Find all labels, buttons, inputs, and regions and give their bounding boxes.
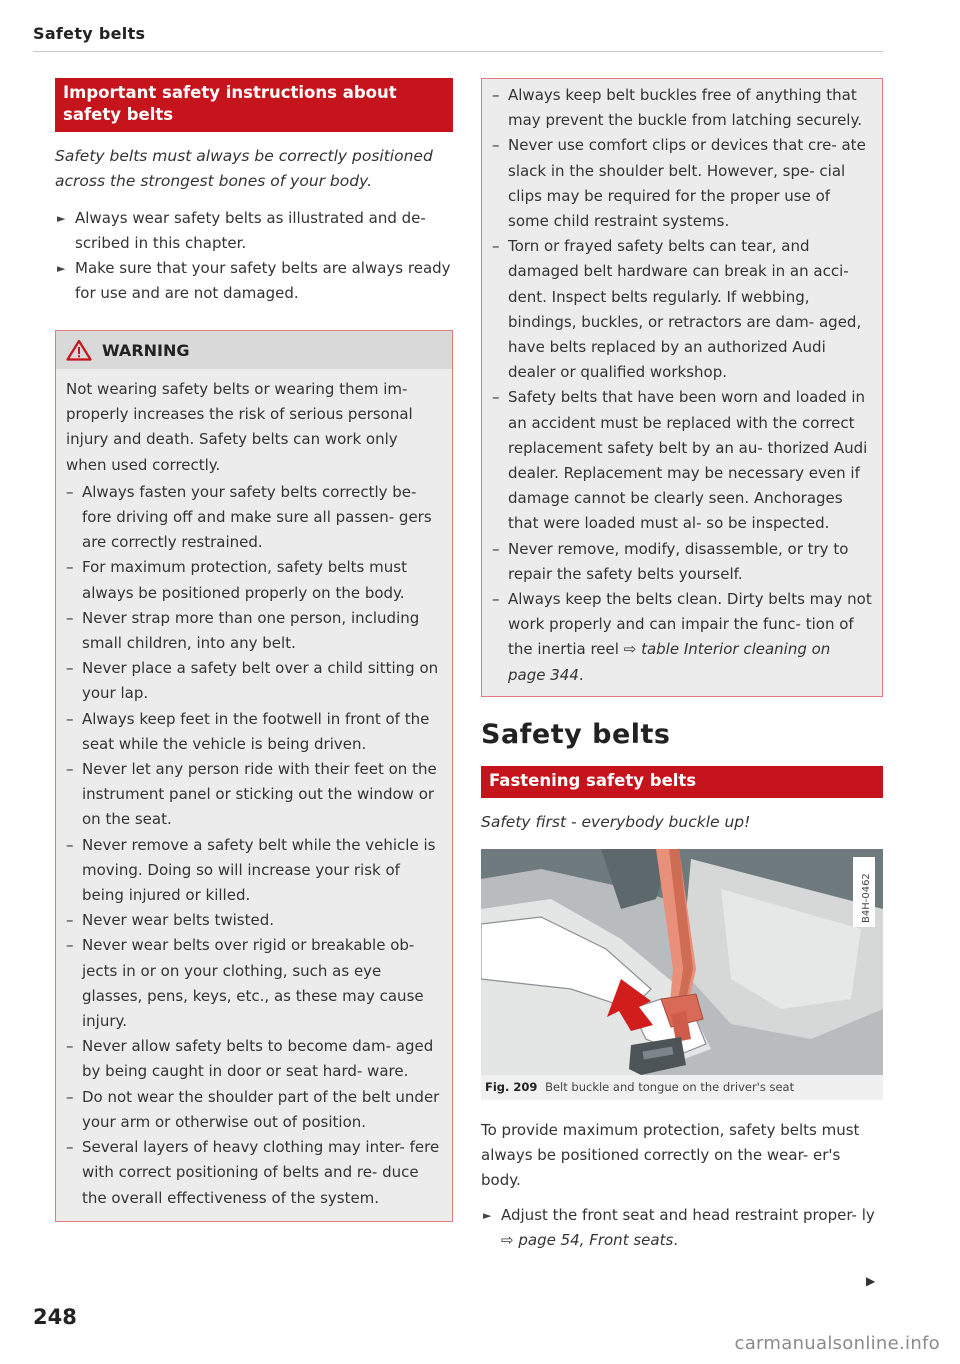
belt-buckle-illustration [481, 849, 883, 1075]
warning-list-continued [492, 83, 872, 688]
warning-label: WARNING [102, 340, 190, 360]
warning-triangle-icon [66, 339, 92, 361]
interior-cleaning-reference-link[interactable]: table Interior cleaning on page 344 [508, 640, 831, 684]
list-item: ► Make sure that your safety belts are always ready for use and are not damaged. [55, 256, 453, 306]
cross-reference-arrow-icon: ⇨ [501, 1230, 514, 1249]
list-item: – Torn or frayed safety belts can tear, and damaged belt hardware can break in an acci- dent. Inspect belts regularly. If webbing, bindings, buckles, or retractors are dam- aged, have belts replaced by an authorized Audi dealer or qualified workshop. [492, 237, 862, 382]
list-item: – Never strap more than one person, including small children, into any belt. [66, 608, 420, 653]
figure-caption-text: Belt buckle and tongue on the driver's seat [545, 1079, 795, 1094]
warning-box-continued [481, 78, 883, 697]
page-header [33, 24, 883, 52]
list-item: ► Adjust the front seat and head restraint proper- ly ⇨ page 54, Front seats. [481, 1203, 883, 1253]
warning-list [66, 480, 442, 1211]
figure-caption [481, 1075, 883, 1100]
right-column [481, 78, 883, 1253]
list-item: – Always fasten your safety belts correctly be- fore driving off and make sure all passen- gers are correctly restrained. [66, 482, 432, 552]
section-title: Safety belts [481, 718, 671, 750]
fastening-steps [481, 1203, 883, 1253]
front-seats-reference-link[interactable]: page 54, Front seats [518, 1230, 674, 1249]
important-instructions-heading: Important safety instructions about safety belts [55, 78, 453, 132]
running-section-title: Safety belts [33, 24, 146, 43]
warning-box [55, 330, 453, 1222]
step-bullet-icon: ► [483, 1208, 492, 1222]
left-column [55, 78, 453, 1222]
list-item: – Never wear belts over rigid or breakable ob- jects in or on your clothing, such as eye glasses, pens, keys, etc., as these may cause injury. [66, 936, 424, 1031]
list-item: – Never let any person ride with their feet on the instrument panel or sticking out the window or on the seat. [66, 760, 437, 829]
list-item: – Several layers of heavy clothing may inter- fere with correct positioning of belts and re- duce the overall effectiveness of the system. [66, 1138, 440, 1207]
fastening-heading: Fastening safety belts [481, 766, 883, 798]
list-item: – Do not wear the shoulder part of the belt under your arm or otherwise out of position. [66, 1087, 440, 1131]
list-item: – Always keep belt buckles free of anything that may prevent the buckle from latching securely. [492, 86, 862, 130]
page-number: 248 [33, 1305, 77, 1329]
list-item: – Always keep feet in the footwell in front of the seat while the vehicle is being driven. [66, 709, 430, 753]
list-item: – Never remove a safety belt while the vehicle is moving. Doing so will increase your risk of being injured or killed. [66, 835, 436, 905]
warning-body [56, 369, 452, 1221]
list-item: – Never remove, modify, disassemble, or try to repair the safety belts yourself. [492, 539, 849, 583]
watermark: carmanualsonline.info [734, 1333, 940, 1354]
important-instructions-intro: Safety belts must always be correctly positioned across the strongest bones of your body. [55, 147, 433, 190]
list-item: – Safety belts that have been worn and loaded in an accident must be replaced with the correct replacement safety belt by an au- thorized Audi dealer. Replacement may be necessary even if damage cannot be clearly seen. Anchorages that were loaded must al- so be inspected. [492, 388, 868, 533]
continue-arrow-icon: ▶ [866, 1274, 876, 1288]
fastening-body: To provide maximum protection, safety belts must always be positioned correctly on the wear- er's body. [481, 1120, 860, 1189]
instruction-steps [55, 206, 453, 306]
figure [481, 849, 883, 1100]
warning-header [56, 331, 452, 369]
fastening-intro: Safety first - everybody buckle up! [481, 812, 751, 831]
list-item: – Never use comfort clips or devices that cre- ate slack in the shoulder belt. However, spe- cial clips may be required for the proper use of some child restraint systems. [492, 136, 866, 231]
list-item: – Always keep the belts clean. Dirty belts may not work properly and can impair the func- tion of the inertia reel ⇨ table Interior cleaning on page 344. [492, 590, 872, 684]
list-item: ► Always wear safety belts as illustrated and de- scribed in this chapter. [55, 206, 453, 256]
figure-code: B4H-0462 [861, 873, 872, 923]
list-item: – Never place a safety belt over a child sitting on your lap. [66, 659, 439, 703]
cross-reference-arrow-icon: ⇨ [623, 640, 637, 659]
step-bullet-icon: ► [57, 212, 66, 225]
warning-lead: Not wearing safety belts or wearing them im- properly increases the risk of serious personal injury and death. Safety belts can work only when used correctly. [66, 380, 413, 474]
list-item: – For maximum protection, safety belts must always be positioned properly on the body. [66, 558, 407, 602]
list-item: – Never allow safety belts to become dam- aged by being caught in door or seat hard- ware. [66, 1037, 434, 1081]
figure-label: Fig. 209 [485, 1079, 538, 1094]
step-bullet-icon: ► [57, 262, 66, 275]
list-item: – Never wear belts twisted. [66, 911, 275, 930]
